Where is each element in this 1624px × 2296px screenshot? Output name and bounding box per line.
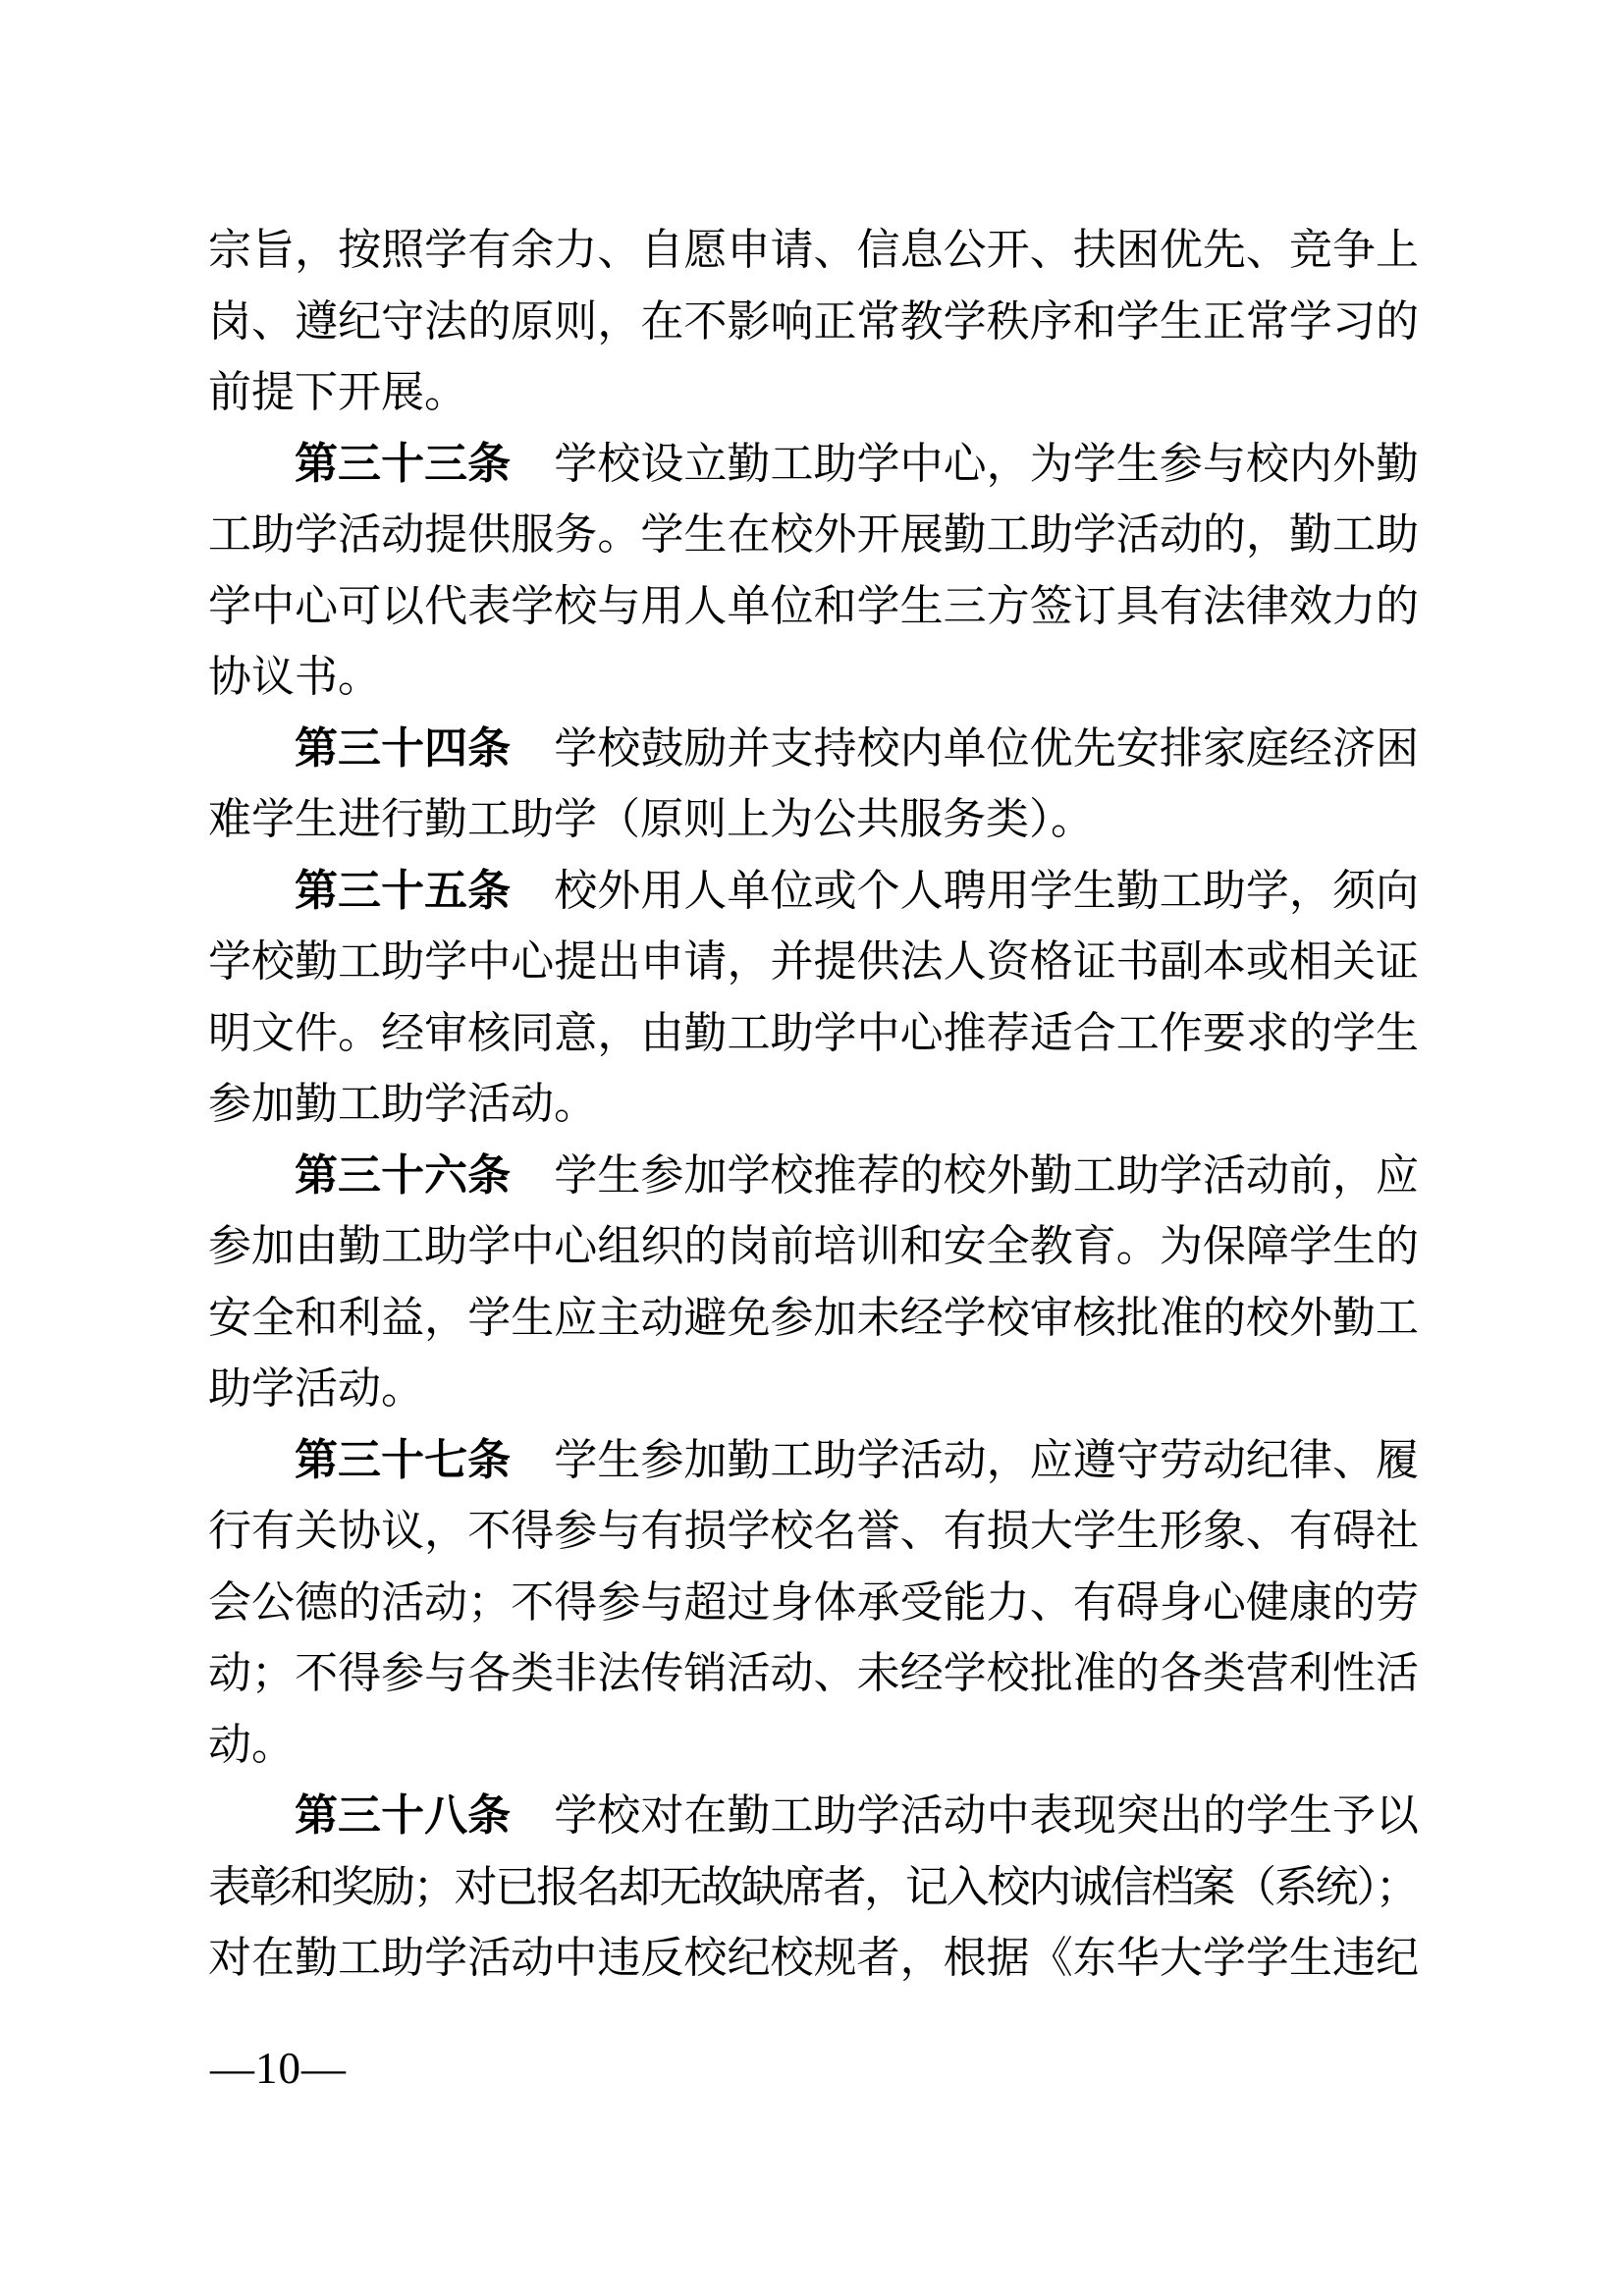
text-line bbox=[208, 287, 1419, 358]
text-line bbox=[208, 642, 1419, 714]
text-segment: 会公德的活动；不得参与超过身体承受能力、有碍身心健康的劳 bbox=[208, 1577, 1420, 1627]
text-line bbox=[208, 1568, 1419, 1639]
text-segment: 参加由勤工助学中心组织的岗前培训和安全教育。为保障学生的 bbox=[208, 1222, 1420, 1270]
article-number: 第三十四条 bbox=[295, 723, 512, 773]
text-segment: 岗、遵纪守法的原则，在不影响正常教学秩序和学生正常学习的 bbox=[208, 296, 1420, 346]
article-number: 第三十七条 bbox=[295, 1435, 512, 1484]
body-text bbox=[208, 215, 1419, 1995]
article-heading-line bbox=[208, 714, 1419, 785]
text-line bbox=[208, 1069, 1419, 1141]
text-segment: 明文件。经审核同意，由勤工助学中心推荐适合工作要求的学生 bbox=[208, 1008, 1420, 1057]
text-segment: 参加勤工助学活动。 bbox=[208, 1080, 597, 1128]
article-heading-line bbox=[208, 856, 1419, 928]
article-heading-line bbox=[208, 1141, 1419, 1212]
text-line bbox=[208, 1852, 1419, 1924]
article-heading-line bbox=[208, 1781, 1419, 1852]
text-line bbox=[208, 215, 1419, 287]
text-line bbox=[208, 998, 1419, 1070]
text-line bbox=[208, 1923, 1419, 1995]
article-heading-line bbox=[208, 429, 1419, 501]
text-line bbox=[208, 1283, 1419, 1355]
page-number: —10— bbox=[210, 2044, 347, 2093]
text-segment: 学生参加勤工助学活动，应遵守劳动纪律、履 bbox=[511, 1435, 1420, 1484]
article-number: 第三十五条 bbox=[295, 866, 512, 915]
text-segment: 学校鼓励并支持校内单位优先安排家庭经济困 bbox=[511, 723, 1420, 773]
text-line bbox=[208, 571, 1419, 643]
text-segment: 学校设立勤工助学中心，为学生参与校内外勤 bbox=[511, 439, 1420, 488]
text-segment: 前提下开展。 bbox=[208, 368, 467, 416]
text-segment: 安全和利益，学生应主动避免参加未经学校审核批准的校外勤工 bbox=[208, 1293, 1420, 1342]
text-line bbox=[208, 500, 1419, 571]
text-line bbox=[208, 784, 1419, 856]
text-segment: 学中心可以代表学校与用人单位和学生三方签订具有法律效力的 bbox=[208, 581, 1420, 630]
text-line bbox=[208, 1638, 1419, 1710]
text-segment: 学校勤工助学中心提出申请，并提供法人资格证书副本或相关证 bbox=[208, 937, 1420, 986]
text-segment: 协议书。 bbox=[208, 653, 381, 701]
text-line bbox=[208, 1710, 1419, 1782]
text-line bbox=[208, 1496, 1419, 1568]
text-segment: 表彰和奖励；对已报名却无故缺席者，记入校内诚信档案（系统）； bbox=[208, 1862, 1417, 1911]
text-segment: 宗旨，按照学有余力、自愿申请、信息公开、扶困优先、竞争上 bbox=[208, 226, 1420, 274]
text-line bbox=[208, 357, 1419, 429]
text-segment: 学生参加学校推荐的校外勤工助学活动前，应 bbox=[511, 1150, 1420, 1200]
article-heading-line bbox=[208, 1425, 1419, 1497]
text-segment: 对在勤工助学活动中违反校纪校规者，根据《东华大学学生违纪 bbox=[208, 1934, 1420, 1982]
article-number: 第三十八条 bbox=[295, 1791, 512, 1840]
text-segment: 行有关协议，不得参与有损学校名誉、有损大学生形象、有碍社 bbox=[208, 1507, 1420, 1555]
text-segment: 难学生进行勤工助学（原则上为公共服务类）。 bbox=[208, 795, 1094, 843]
text-line bbox=[208, 927, 1419, 998]
text-line bbox=[208, 1354, 1419, 1425]
article-number: 第三十三条 bbox=[295, 439, 512, 488]
text-segment: 动；不得参与各类非法传销活动、未经学校批准的各类营利性活 bbox=[208, 1649, 1420, 1697]
text-segment: 学校对在勤工助学活动中表现突出的学生予以 bbox=[511, 1791, 1420, 1840]
text-segment: 工助学活动提供服务。学生在校外开展勤工助学活动的，勤工助 bbox=[208, 510, 1420, 559]
article-number: 第三十六条 bbox=[295, 1150, 512, 1200]
text-segment: 助学活动。 bbox=[208, 1364, 424, 1413]
text-segment: 校外用人单位或个人聘用学生勤工助学，须向 bbox=[511, 866, 1420, 915]
text-segment: 动。 bbox=[208, 1720, 295, 1769]
text-line bbox=[208, 1211, 1419, 1283]
